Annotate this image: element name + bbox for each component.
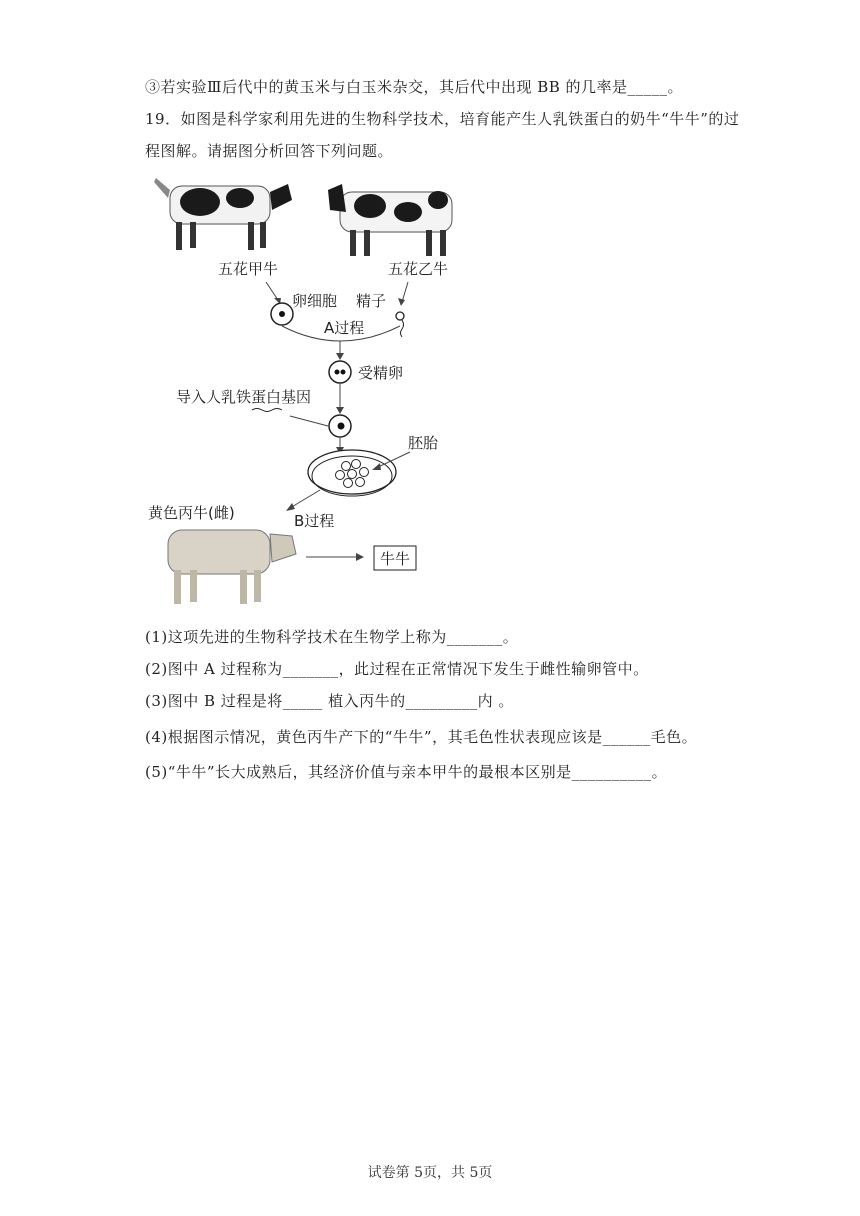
page-footer: 试卷第 5页，共 5页 [367, 1165, 493, 1181]
egg-cell-label: 卵细胞 [292, 292, 338, 310]
question-19-stem-line2: 程图解。请据图分析回答下列问题。 [145, 142, 394, 160]
cow-breeding-diagram [140, 170, 470, 620]
cow-b-label: 五花乙牛 [388, 260, 449, 278]
subquestion-5: (5)“牛牛”长大成熟后，其经济价值与亲本甲牛的最根本区别是__________。 [145, 763, 668, 781]
process-a-label: A过程 [324, 319, 365, 337]
subquestion-2: (2)图中 A 过程称为_______，此过程在正常情况下发生于雌性输卵管中。 [145, 660, 649, 678]
process-b-label: B过程 [294, 512, 335, 530]
arrow-cow-a-to-egg [266, 282, 278, 300]
sperm-label: 精子 [356, 292, 387, 310]
subquestion-4: (4)根据图示情况，黄色丙牛产下的“牛牛”，其毛色性状表现应该是______毛色。 [145, 728, 698, 746]
cow-b-image [328, 184, 452, 256]
arrow-cow-b-to-sperm [402, 282, 408, 302]
question-19-stem-line1: 19．如图是科学家利用先进的生物科学技术，培育能产生人乳铁蛋白的奶牛“牛牛”的过 [145, 110, 740, 128]
cow-a-label: 五花甲牛 [218, 260, 279, 278]
zygote-label: 受精卵 [358, 364, 404, 382]
cow-c-image [168, 530, 296, 604]
embryo-label: 胚胎 [408, 434, 439, 452]
gene-label: 导入人乳铁蛋白基因 [176, 388, 312, 406]
petri-dish-icon [308, 450, 396, 496]
cow-a-image [154, 178, 292, 250]
result-label: 牛牛 [380, 550, 411, 568]
sperm-icon [396, 312, 404, 320]
zygote-icon [329, 361, 351, 383]
subquestion-3: (3)图中 B 过程是将_____ 植入丙牛的_________内 。 [145, 692, 514, 710]
subquestion-1: (1)这项先进的生物科学技术在生物学上称为_______。 [145, 628, 519, 646]
question-18-3: ③若实验Ⅲ后代中的黄玉米与白玉米杂交，其后代中出现 BB 的几率是_____。 [145, 78, 684, 96]
cow-c-label: 黄色丙牛(雌) [148, 504, 235, 522]
